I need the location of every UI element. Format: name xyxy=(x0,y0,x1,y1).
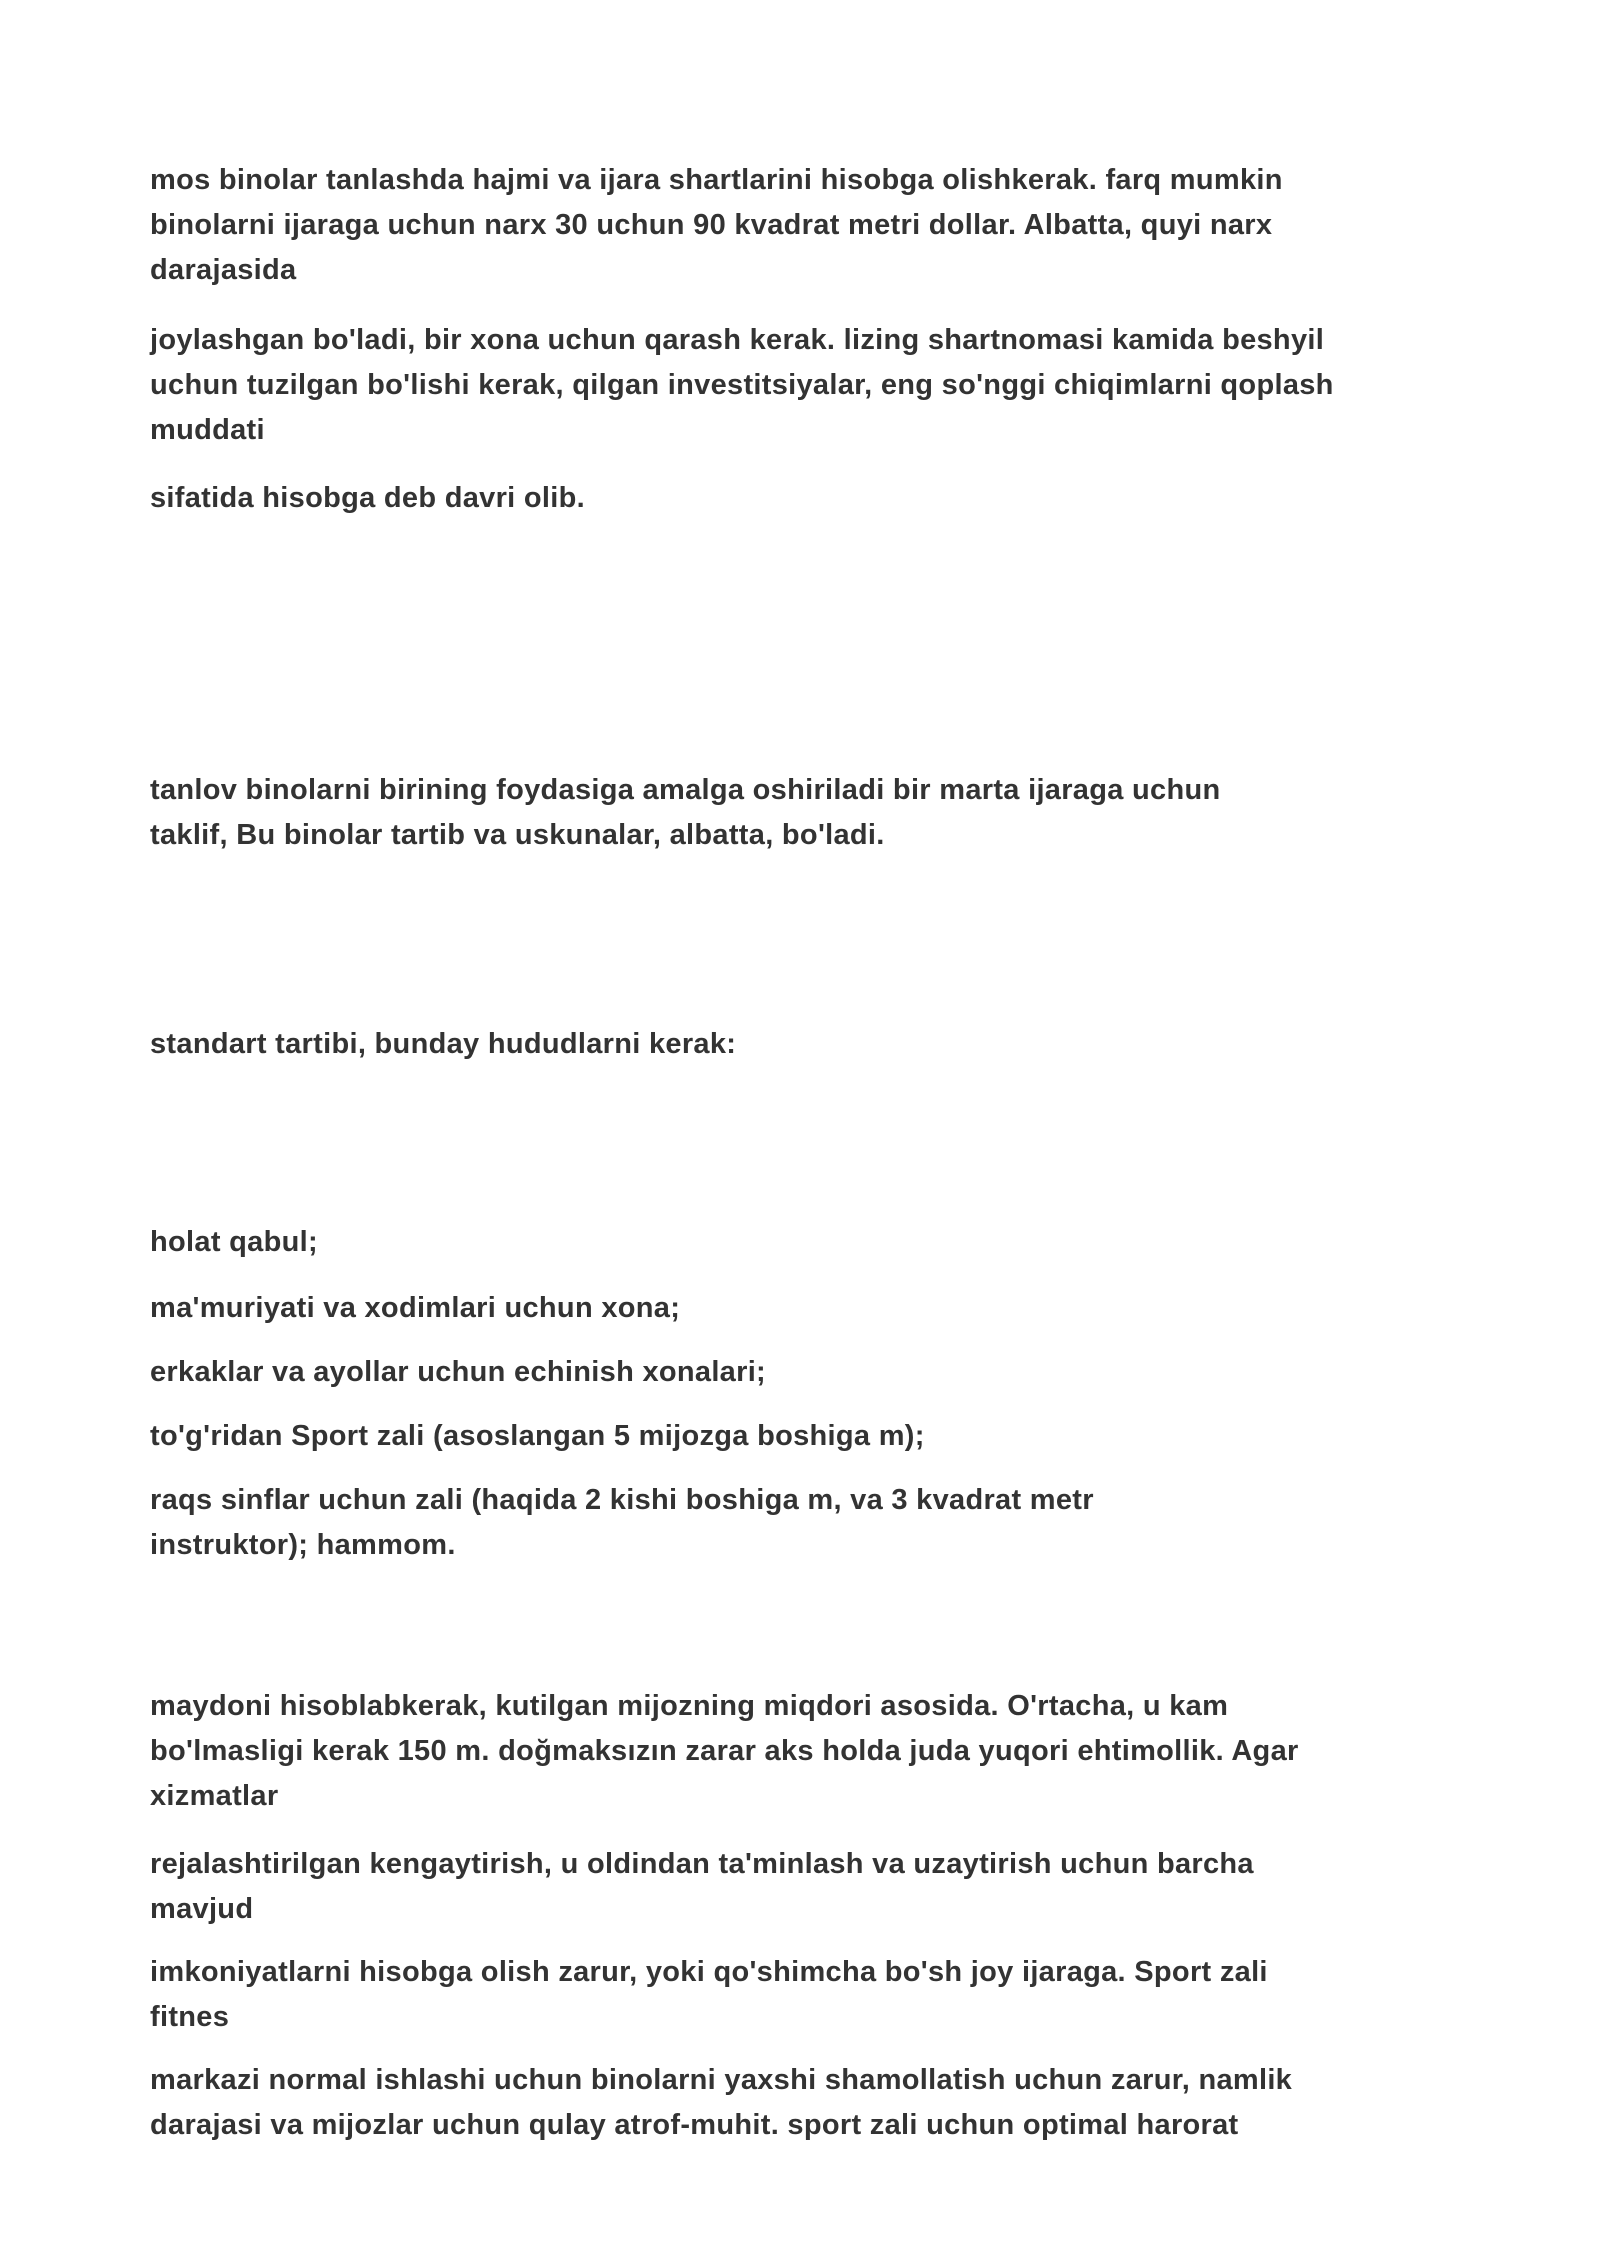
paragraph-line: bo'lmasligi kerak 150 m. doğmaksızın zarar aks holda juda yuqori ehtimollik. Agar xyxy=(150,1735,1299,1767)
paragraph-line: darajasida xyxy=(150,254,297,286)
paragraph-line: ma'muriyati va xodimlari uchun xona; xyxy=(150,1292,681,1324)
paragraph-line: rejalashtirilgan kengaytirish, u oldindan ta'minlash va uzaytirish uchun barcha xyxy=(150,1848,1254,1880)
paragraph-5 xyxy=(150,1022,1450,1067)
paragraph-line: taklif, Bu binolar tartib va uskunalar, albatta, bo'ladi. xyxy=(150,819,885,851)
paragraph-line: markazi normal ishlashi uchun binolarni yaxshi shamollatish uchun zarur, namlik xyxy=(150,2064,1293,2096)
list-item-5 xyxy=(150,1478,1450,1568)
paragraph-6 xyxy=(150,1684,1450,1819)
paragraph-line: darajasi va mijozlar uchun qulay atrof-muhit. sport zali uchun optimal harorat xyxy=(150,2109,1239,2141)
paragraph-9 xyxy=(150,2058,1450,2148)
paragraph-line: uchun tuzilgan bo'lishi kerak, qilgan investitsiyalar, eng so'nggi chiqimlarni qoplash xyxy=(150,369,1334,401)
paragraph-line: sifatida hisobga deb davri olib. xyxy=(150,482,585,514)
paragraph-line: xizmatlar xyxy=(150,1780,279,1812)
paragraph-2 xyxy=(150,318,1450,453)
paragraph-line: holat qabul; xyxy=(150,1226,318,1258)
paragraph-line: instruktor); hammom. xyxy=(150,1529,456,1561)
paragraph-line: to'g'ridan Sport zali (asoslangan 5 mijozga boshiga m); xyxy=(150,1420,925,1452)
paragraph-line: binolarni ijaraga uchun narx 30 uchun 90 kvadrat metri dollar. Albatta, quyi narx xyxy=(150,209,1273,241)
paragraph-line: erkaklar va ayollar uchun echinish xonalari; xyxy=(150,1356,767,1388)
list-item-3 xyxy=(150,1350,1450,1395)
paragraph-line: raqs sinflar uchun zali (haqida 2 kishi boshiga m, va 3 kvadrat metr xyxy=(150,1484,1094,1516)
paragraph-4 xyxy=(150,768,1450,858)
paragraph-line: imkoniyatlarni hisobga olish zarur, yoki qo'shimcha bo'sh joy ijaraga. Sport zali xyxy=(150,1956,1268,1988)
paragraph-line: mos binolar tanlashda hajmi va ijara shartlarini hisobga olishkerak. farq mumkin xyxy=(150,164,1283,196)
paragraph-line: tanlov binolarni birining foydasiga amalga oshiriladi bir marta ijaraga uchun xyxy=(150,774,1221,806)
paragraph-line: fitnes xyxy=(150,2001,230,2033)
paragraph-line: joylashgan bo'ladi, bir xona uchun qarash kerak. lizing shartnomasi kamida beshyil xyxy=(150,324,1325,356)
paragraph-8 xyxy=(150,1950,1450,2040)
paragraph-line: mavjud xyxy=(150,1893,254,1925)
paragraph-line: standart tartibi, bunday hududlarni kerak: xyxy=(150,1028,737,1060)
list-item-4 xyxy=(150,1414,1450,1459)
paragraph-1 xyxy=(150,158,1450,293)
paragraph-line: maydoni hisoblabkerak, kutilgan mijozning miqdori asosida. O'rtacha, u kam xyxy=(150,1690,1229,1722)
paragraph-3 xyxy=(150,476,1450,521)
paragraph-7 xyxy=(150,1842,1450,1932)
paragraph-line: muddati xyxy=(150,414,265,446)
list-item-1 xyxy=(150,1220,1450,1265)
list-item-2 xyxy=(150,1286,1450,1331)
